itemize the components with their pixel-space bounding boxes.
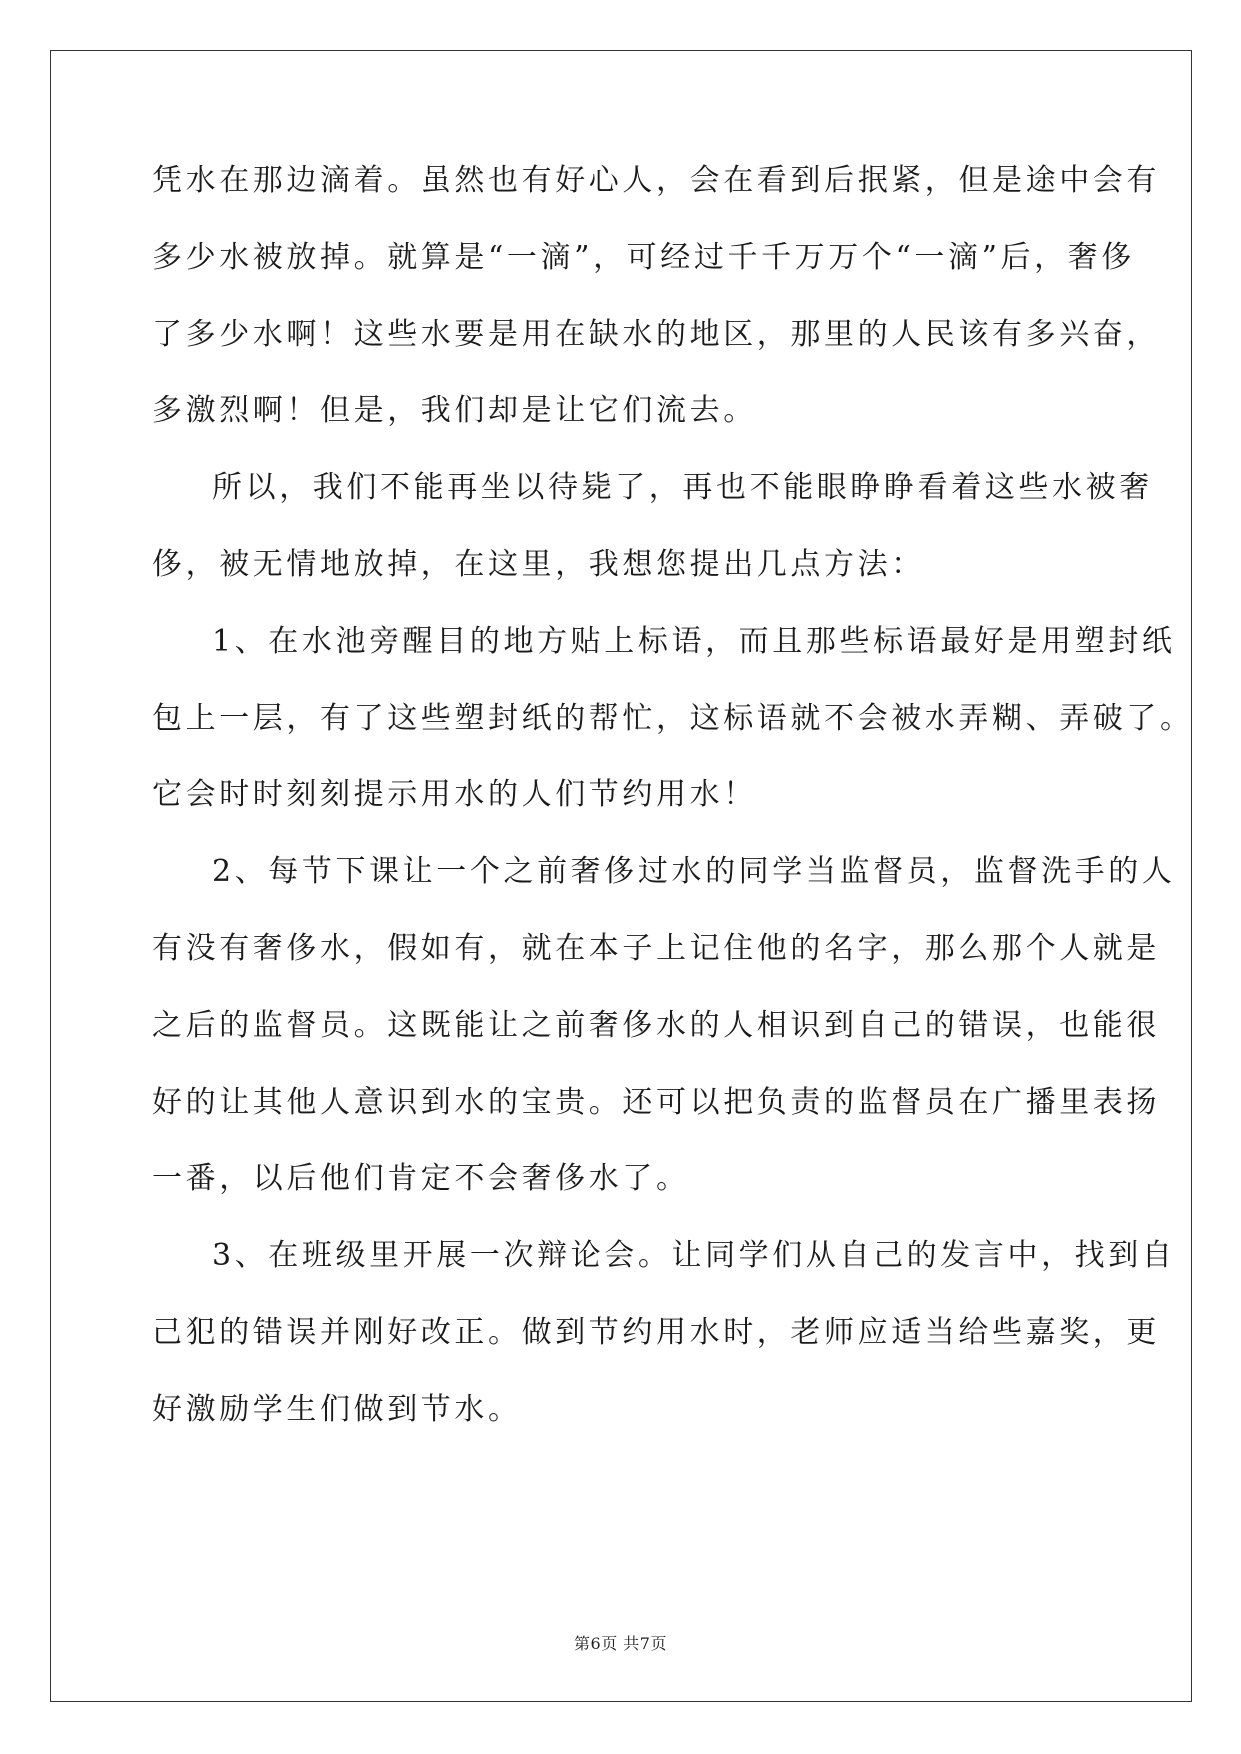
text-line: 好的让其他人意识到水的宝贵。还可以把负责的监督员在广播里表扬 [152,1084,1160,1120]
text-line: 己犯的错误并刚好改正。做到节约用水时，老师应适当给些嘉奖，更 [152,1314,1160,1350]
text-line: 好激励学生们做到节水。 [152,1391,522,1427]
page-number-footer: 第6页 共7页 [574,1634,667,1653]
text-line: 包上一层，有了这些塑封纸的帮忙，这标语就不会被水弄糊、弄破了。 [152,700,1194,736]
text-line: 了多少水啊！这些水要是用在缺水的地区，那里的人民该有多兴奋， [152,316,1160,352]
text-line: 多激烈啊！但是，我们却是让它们流去。 [152,393,757,429]
text-line: 一番，以后他们肯定不会奢侈水了。 [152,1161,690,1197]
text-line: 1、在水池旁醒目的地方贴上标语，而且那些标语最好是用塑封纸 [212,623,1176,659]
text-line: 侈，被无情地放掉，在这里，我想您提出几点方法： [152,546,925,582]
text-line: 多少水被放掉。就算是“一滴”，可经过千千万万个“一滴”后，奢侈 [152,239,1135,275]
text-line: 凭水在那边滴着。虽然也有好心人，会在看到后抿紧，但是途中会有 [152,163,1160,198]
text-line: 有没有奢侈水，假如有，就在本子上记住他的名字，那么那个人就是 [152,930,1160,966]
text-line: 它会时时刻刻提示用水的人们节约用水！ [152,777,757,813]
text-line: 所以，我们不能再坐以待毙了，再也不能眼睁睁看着这些水被奢 [212,470,1153,506]
document-body [152,155,1194,1461]
text-line: 之后的监督员。这既能让之前奢侈水的人相识到自己的错误，也能很 [152,1007,1160,1043]
text-line: 3、在班级里开展一次辩论会。让同学们从自己的发言中，找到自 [212,1238,1176,1274]
text-line: 2、每节下课让一个之前奢侈过水的同学当监督员，监督洗手的人 [212,854,1176,890]
